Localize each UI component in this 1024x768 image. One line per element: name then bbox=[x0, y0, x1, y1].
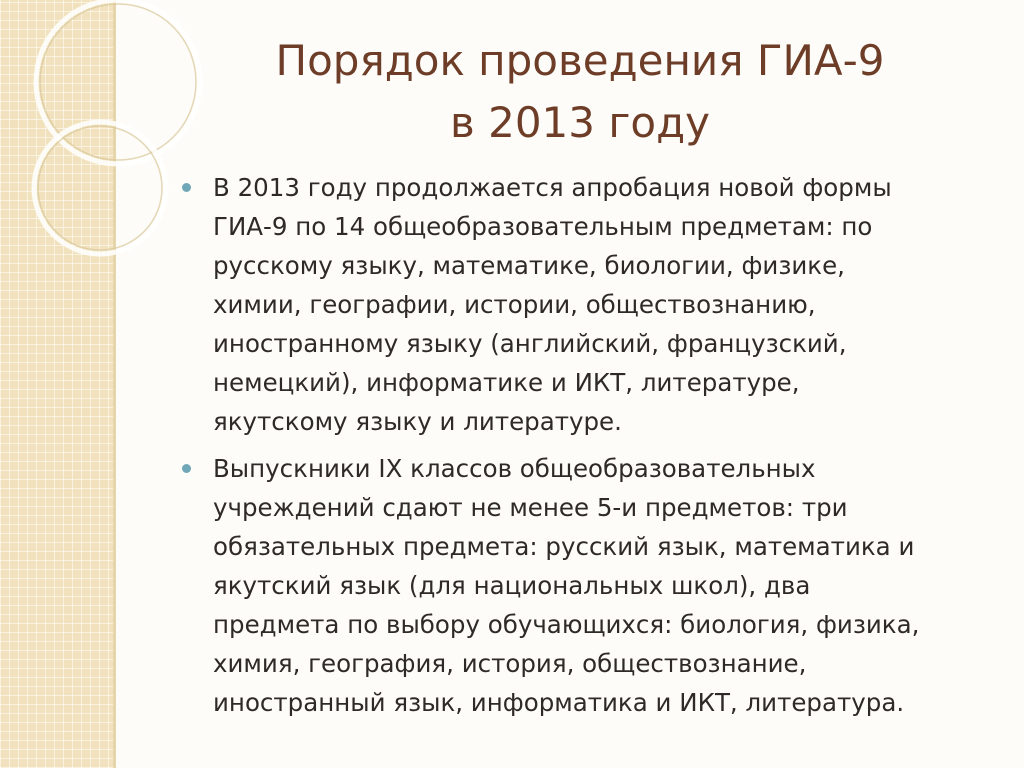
bullet-text-line: якутский язык (для национальных школ), два bbox=[213, 571, 811, 600]
slide-title bbox=[180, 30, 980, 154]
bullet-item bbox=[178, 449, 988, 722]
bullet-text-line: учреждений сдают не менее 5-и предметов: три bbox=[213, 493, 848, 522]
bullet-text-line: иностранному языку (английский, французский, bbox=[213, 329, 847, 358]
bullet-text-line: обязательных предмета: русский язык, математика и bbox=[213, 532, 915, 561]
bullet-dot-icon bbox=[182, 464, 191, 473]
bullet-text-line: химии, географии, истории, обществознанию, bbox=[213, 290, 816, 319]
bullet-list bbox=[178, 168, 988, 730]
title-line-2: в 2013 году bbox=[450, 98, 710, 147]
bullet-text-line: В 2013 году продолжается апробация новой формы bbox=[213, 173, 892, 202]
bullet-text-line: иностранный язык, информатика и ИКТ, литература. bbox=[213, 688, 905, 717]
bullet-item bbox=[178, 168, 988, 441]
bullet-text-line: химия, география, история, обществознание, bbox=[213, 649, 807, 678]
title-line-1: Порядок проведения ГИА-9 bbox=[275, 36, 885, 85]
bullet-dot-icon bbox=[182, 183, 191, 192]
bullet-text-line: якутскому языку и литературе. bbox=[213, 407, 622, 436]
bullet-text-line: немецкий), информатике и ИКТ, литературе, bbox=[213, 368, 800, 397]
bullet-text-line: предмета по выбору обучающихся: биология, физика, bbox=[213, 610, 920, 639]
bullet-text-line: Выпускники IX классов общеобразовательных bbox=[213, 454, 816, 483]
bullet-text-line: ГИА-9 по 14 общеобразовательным предметам: по bbox=[213, 212, 873, 241]
bullet-text-line: русскому языку, математике, биологии, физике, bbox=[213, 251, 845, 280]
